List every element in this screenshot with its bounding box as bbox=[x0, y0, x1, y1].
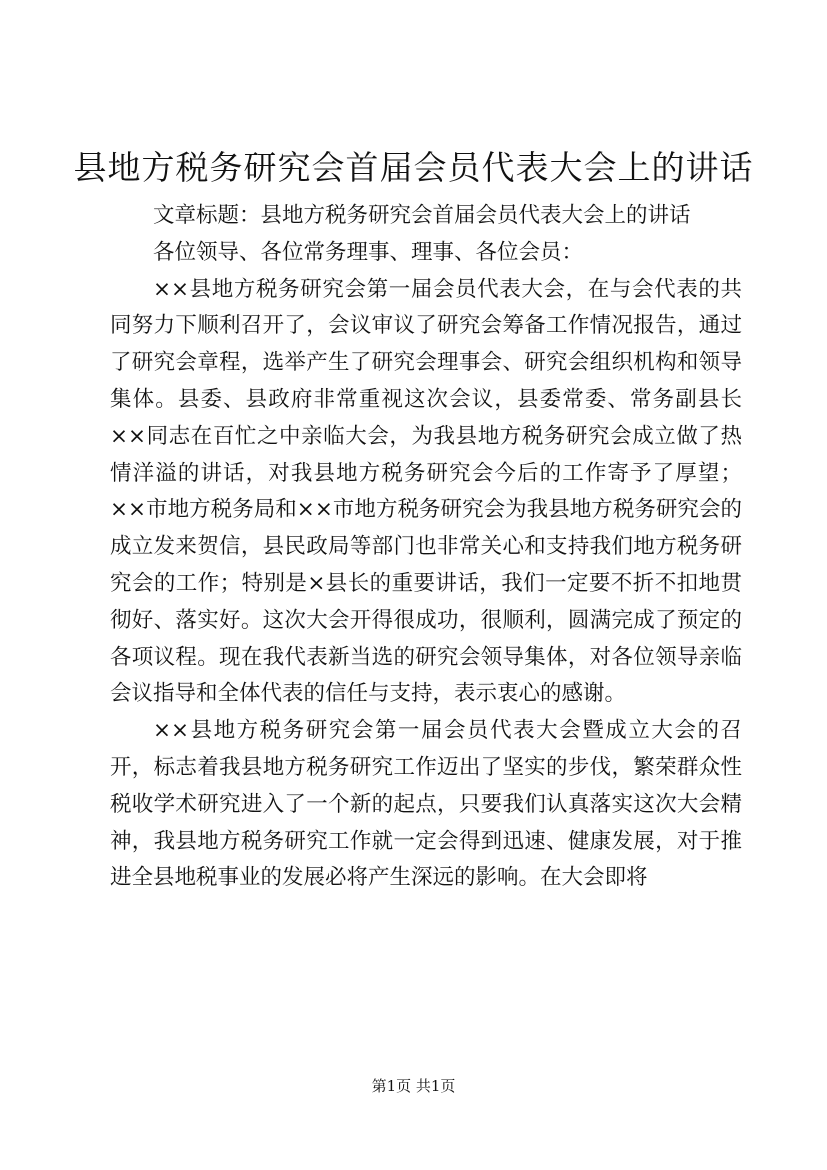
document-title: 县地方税务研究会首届会员代表大会上的讲话 bbox=[73, 148, 754, 187]
salutation: 各位领导、各位常务理事、理事、各位会员： bbox=[153, 239, 584, 265]
body-paragraph-1: ××县地方税务研究会第一届会员代表大会，在与会代表的共同努力下顺利召开了，会议审议了研究会筹备工作情况报告，通过了研究会章程，选举产生了研究会理事会、研究会组织机构和领导集体。县委、县政府非常重视这次会议，县委常委、常务副县长××同志在百忙之中亲临大会，为我县地方税务研究会成立做了热情洋溢的讲话，对我县地方税务研究会今后的工作寄予了厚望；××市地方税务局和××市地方税务研究会为我县地方税务研究会的成立发来贺信，县民政局等部门也非常关心和支持我们地方税务研究会的工作；特别是×县长的重要讲话，我们一定要不折不扣地贯彻好、落实好。这次大会开得很成功，很顺利，圆满完成了预定的各项议程。现在我代表新当选的研究会领导集体，对各位领导亲临会议指导和全体代表的信任与支持，表示衷心的感谢。 bbox=[110, 276, 742, 707]
document-body bbox=[110, 198, 742, 897]
body-paragraph-2: ××县地方税务研究会第一届会员代表大会暨成立大会的召开，标志着我县地方税务研究工作迈出了坚实的步伐，繁荣群众性税收学术研究进入了一个新的起点，只要我们认真落实这次大会精神，我县地方税务研究工作就一定会得到迅速、健康发展，对于推进全县地税事业的发展必将产生深远的影响。在大会即将 bbox=[110, 718, 742, 891]
article-title-line: 文章标题：县地方税务研究会首届会员代表大会上的讲话 bbox=[153, 203, 691, 228]
page-footer: 第1页 共1页 bbox=[371, 1077, 456, 1095]
